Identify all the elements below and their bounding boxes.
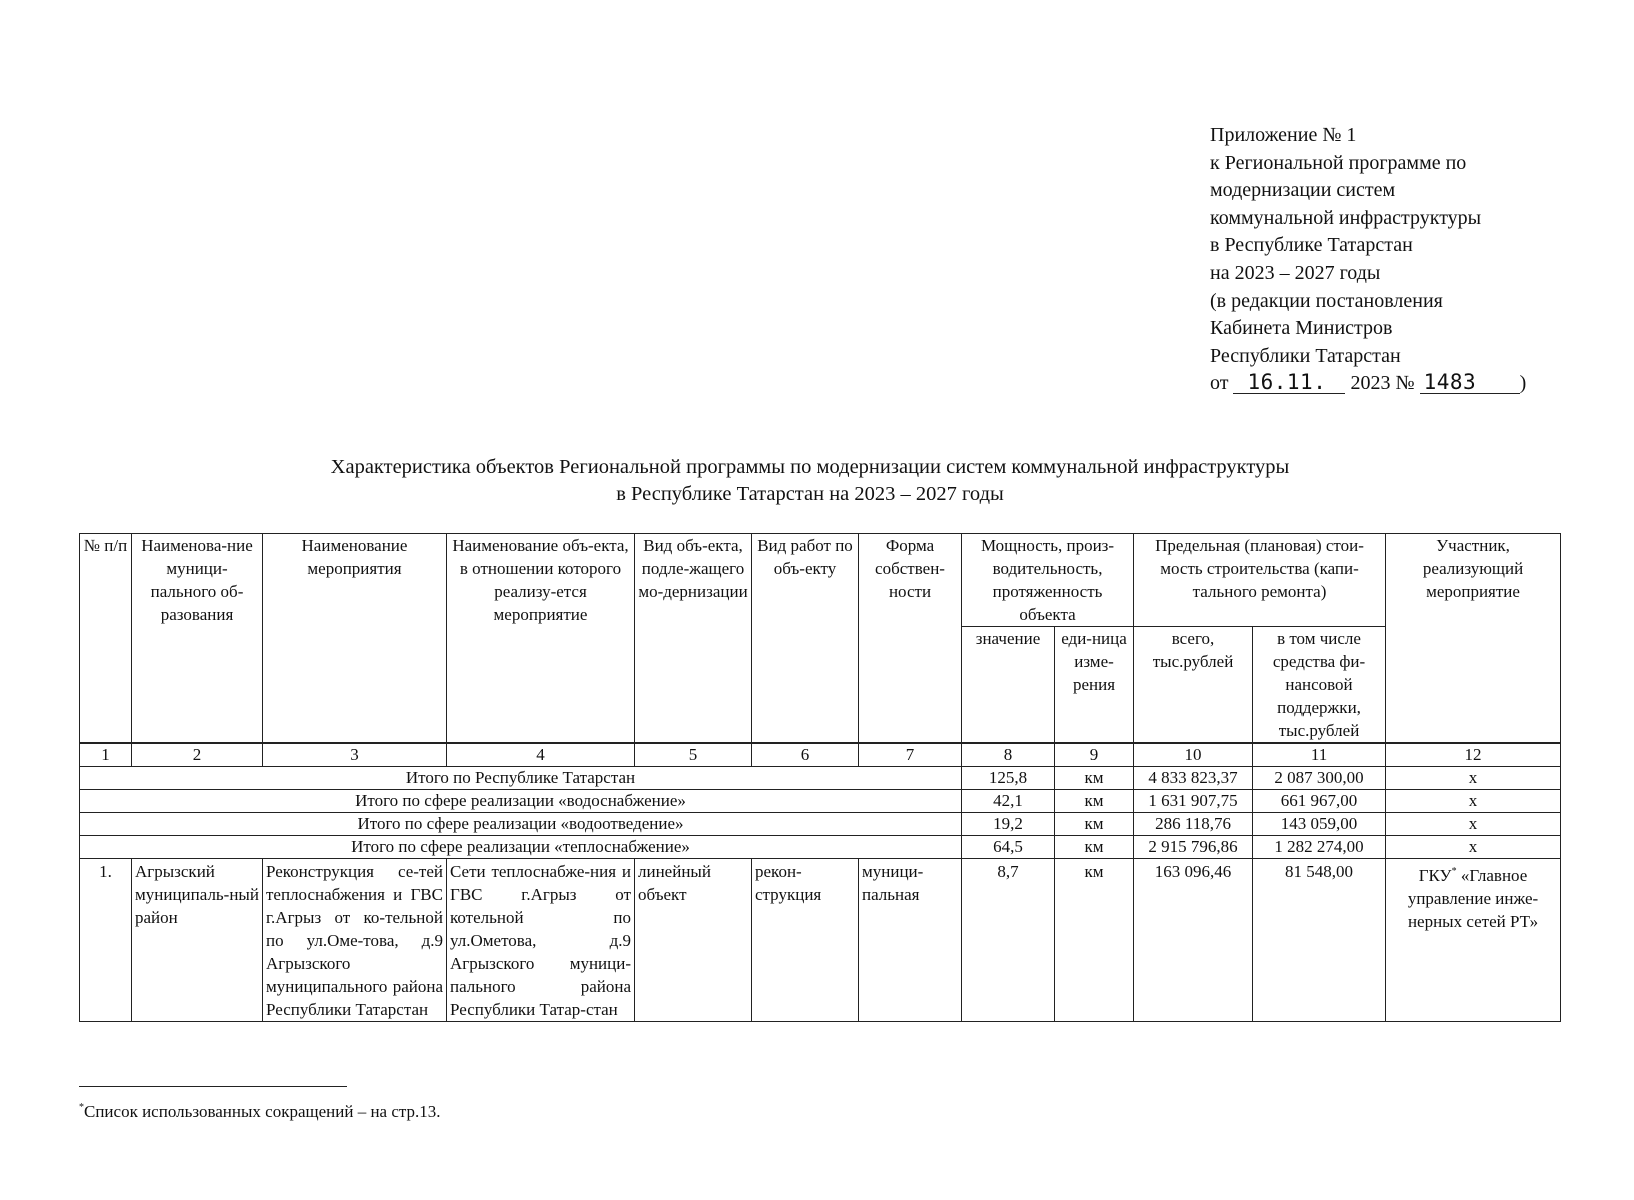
from-prefix: от (1210, 372, 1229, 395)
closing-paren: ) (1519, 372, 1527, 395)
total-cost: 4 833 823,37 (1134, 767, 1253, 790)
total-cost: 286 118,76 (1134, 813, 1253, 836)
appendix-line: Приложение № 1 (1210, 124, 1357, 146)
total-row (80, 836, 1561, 859)
handwritten-date: 16.11. (1233, 371, 1345, 394)
footnote (79, 1097, 441, 1123)
appendix-block (1210, 122, 1590, 398)
row-object-type: линейный объект (635, 859, 752, 1022)
column-number: 9 (1055, 743, 1134, 767)
header-municipality: Наименова-ние муници-пального об-разования (132, 534, 263, 744)
header-capacity: Мощность, произ-водительность, протяженность объекта (962, 534, 1134, 627)
total-participant: х (1386, 836, 1561, 859)
total-value: 125,8 (962, 767, 1055, 790)
total-participant: х (1386, 790, 1561, 813)
appendix-line: к Региональной программе по (1210, 151, 1467, 174)
header-participant: Участник, реализующий мероприятие (1386, 534, 1561, 744)
appendix-date-line (1210, 370, 1590, 398)
total-label: Итого по Республике Татарстан (80, 767, 962, 790)
header-cost: Предельная (плановая) стои-мость строительства (капи-тального ремонта) (1134, 534, 1386, 627)
header-object-type: Вид объ-екта, подле-жащего мо-дернизации (635, 534, 752, 744)
column-number-row (80, 743, 1561, 767)
total-value: 42,1 (962, 790, 1055, 813)
appendix-line: на 2023 – 2027 годы (1210, 261, 1381, 284)
column-number: 11 (1253, 743, 1386, 767)
total-support: 2 087 300,00 (1253, 767, 1386, 790)
total-unit: км (1055, 836, 1134, 859)
row-measure: Реконструкция се-тей теплоснабжения и ГВС г.Агрыз от ко-тельной по ул.Оме-това, д.9 Агрызского муниципального района Республики Татарстан (263, 859, 447, 1022)
handwritten-number: 1483 (1420, 371, 1520, 394)
title-line-2: в Республике Татарстан на 2023 – 2027 годы (616, 483, 1004, 505)
header-cost-total: всего, тыс.рублей (1134, 627, 1253, 744)
column-number: 12 (1386, 743, 1561, 767)
appendix-line: в Республике Татарстан (1210, 234, 1413, 257)
row-num: 1. (80, 859, 132, 1022)
participant-prefix: ГКУ (1418, 866, 1452, 885)
column-number: 2 (132, 743, 263, 767)
footnote-mark: * (79, 1102, 84, 1113)
row-support: 81 548,00 (1253, 859, 1386, 1022)
header-ownership: Форма собствен-ности (859, 534, 962, 744)
header-capacity-value: значение (962, 627, 1055, 744)
appendix-line: модернизации систем (1210, 179, 1396, 202)
total-row (80, 767, 1561, 790)
row-work-type: рекон-струкция (752, 859, 859, 1022)
total-participant: х (1386, 813, 1561, 836)
total-participant: х (1386, 767, 1561, 790)
total-label: Итого по сфере реализации «водоснабжение» (80, 790, 962, 813)
total-unit: км (1055, 767, 1134, 790)
total-row (80, 813, 1561, 836)
total-value: 19,2 (962, 813, 1055, 836)
total-support: 661 967,00 (1253, 790, 1386, 813)
total-row (80, 790, 1561, 813)
header-work-type: Вид работ по объ-екту (752, 534, 859, 744)
appendix-line: коммунальной инфраструктуры (1210, 206, 1482, 229)
column-number: 10 (1134, 743, 1253, 767)
row-ownership: муници-пальная (859, 859, 962, 1022)
column-number: 4 (447, 743, 635, 767)
row-total: 163 096,46 (1134, 859, 1253, 1022)
total-label: Итого по сфере реализации «водоотведение» (80, 813, 962, 836)
column-number: 8 (962, 743, 1055, 767)
total-cost: 2 915 796,86 (1134, 836, 1253, 859)
appendix-line: Республики Татарстан (1210, 344, 1401, 367)
document-title (80, 454, 1540, 508)
total-label: Итого по сфере реализации «теплоснабжение» (80, 836, 962, 859)
total-unit: км (1055, 813, 1134, 836)
row-unit: км (1055, 859, 1134, 1022)
table-row (80, 859, 1561, 1022)
header-measure: Наименование мероприятия (263, 534, 447, 744)
column-number: 6 (752, 743, 859, 767)
header-num: № п/п (80, 534, 132, 744)
total-value: 64,5 (962, 836, 1055, 859)
row-participant (1386, 859, 1561, 1022)
total-unit: км (1055, 790, 1134, 813)
appendix-line: Кабинета Министров (1210, 317, 1393, 340)
objects-table (79, 533, 1561, 1022)
row-value: 8,7 (962, 859, 1055, 1022)
row-municipality: Агрызский муниципаль-ный район (132, 859, 263, 1022)
footnote-mark: * (1451, 866, 1457, 877)
column-number: 3 (263, 743, 447, 767)
participant-name: «Главное управление инже-нерных сетей РТ» (1407, 866, 1539, 931)
row-object: Сети теплоснабже-ния и ГВС г.Агрыз от котельной по ул.Ометова, д.9 Агрызского муници-пального района Республики Татар-стан (447, 859, 635, 1022)
column-number: 5 (635, 743, 752, 767)
total-support: 1 282 274,00 (1253, 836, 1386, 859)
column-number: 7 (859, 743, 962, 767)
year-number-label: 2023 № (1350, 372, 1415, 395)
total-support: 143 059,00 (1253, 813, 1386, 836)
header-object: Наименование объ-екта, в отношении которого реализу-ется мероприятие (447, 534, 635, 744)
appendix-line: (в редакции постановления (1210, 289, 1443, 312)
column-number: 1 (80, 743, 132, 767)
footnote-divider (79, 1086, 347, 1087)
header-cost-support: в том числе средства фи-нансовой поддержки, тыс.рублей (1253, 627, 1386, 744)
title-line-1: Характеристика объектов Региональной программы по модернизации систем коммунальной инфраструктуры (330, 456, 1290, 478)
header-capacity-unit: еди-ница изме-рения (1055, 627, 1134, 744)
footnote-text: Список использованных сокращений – на стр.13. (84, 1102, 441, 1121)
total-cost: 1 631 907,75 (1134, 790, 1253, 813)
